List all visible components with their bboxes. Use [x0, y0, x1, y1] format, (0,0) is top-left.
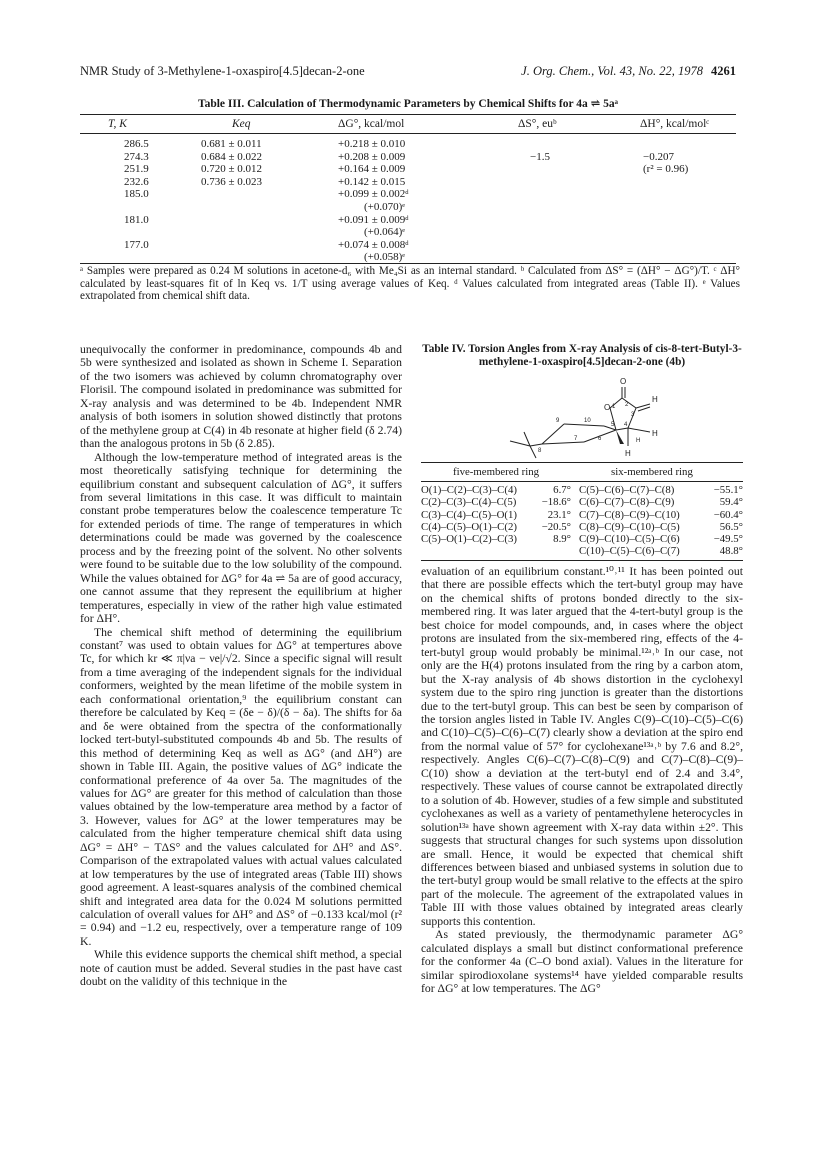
table3-cell-dg: +0.099 ± 0.002ᵈ [338, 188, 409, 201]
atom-number-9: 9 [556, 418, 560, 424]
table4-subhead-five: five-membered ring [453, 466, 540, 478]
table3-cell-dg: (+0.064)ᵉ [364, 226, 406, 239]
table4-cell-b: C(6)–C(7)–C(8)–C(9) [579, 496, 675, 509]
table3-cell-t: 181.0 [124, 213, 149, 226]
atom-label-o-ring: O [604, 403, 611, 412]
table4-subhead-six: six-membered ring [611, 466, 693, 478]
table4-caption: Table IV. Torsion Angles from X-ray Analysis of cis-8-tert-Butyl-3-methylene-1-oxaspiro[4.5]decan-2-one (4b) [422, 343, 742, 368]
table4-cell-b: C(8)–C(9)–C(10)–C(5) [579, 520, 680, 533]
table3-body [80, 138, 736, 264]
atom-label-h4: H [625, 449, 631, 458]
table3-cell-dg: (+0.058)ᵉ [364, 251, 406, 264]
right-column-text [421, 565, 743, 996]
paragraph: While this evidence supports the chemical shift method, a special note of caution must be added. Several studies in the past have cast doubt on the validity of this technique in the [80, 948, 402, 989]
atom-number-7: 7 [574, 436, 578, 442]
table3-cell-t: 274.3 [124, 150, 149, 163]
table4-cell-bv: 59.4° [719, 496, 743, 509]
paragraph: Although the low-temperature method of integrated areas is the most theoretically satisfying technique for determining the equilibrium constant and subsequent calculation of ΔG°, it suffers from several limitations in this case. It was difficult to maintain constant probe temperatures below the coalescence temperature Tc for extended periods of time. The range of temperatures in which determinations could be made was governed by the coalescence process and by the freezing point of the solvent. No other solvents were found to be suitable due to the low solubility of the compound. While the values obtained for ΔG° for 4a ⇌ 5a are of good accuracy, one cannot assume that they represent the equilibrium at higher temperatures, especially in view of the rather high value estimated for ΔH°. [80, 450, 402, 626]
table4-cell-bv: 48.8° [719, 545, 743, 558]
table4-cell-av: 23.1° [547, 508, 571, 521]
atom-labels [538, 377, 658, 458]
table4-cell-a: O(1)–C(2)–C(3)–C(4) [421, 484, 517, 496]
table3-cell-dg: (+0.070)ᵉ [364, 200, 406, 213]
table4-cell-bv: −49.5° [713, 533, 743, 546]
table4-subheads [421, 466, 743, 480]
atom-label-o-carbonyl: O [620, 377, 627, 386]
table3-cell-keq: 0.681 ± 0.011 [201, 138, 262, 150]
table3-cell-keq: 0.720 ± 0.012 [201, 163, 263, 176]
table3-cell-t: 185.0 [124, 188, 149, 201]
table3-top-rule [80, 114, 736, 115]
table3-cell-keq: 0.684 ± 0.022 [201, 150, 263, 163]
table4-cell-av: 8.9° [553, 533, 571, 546]
paragraph: As stated previously, the thermodynamic parameter ΔG° calculated displays a small but distinct conformational preference for the conformer 4a (C–O bond axial). Values in the literature for similar spirodioxolane systems¹⁴ have yielded comparable results for ΔG° at low temperatures. The ΔG° [421, 928, 743, 996]
table3-col-t: T, K [108, 118, 127, 130]
table3-head-rule [80, 133, 736, 134]
wedge-bond [616, 430, 624, 444]
table3-cell-dg: +0.142 ± 0.015 [338, 175, 406, 188]
table4-row [421, 509, 743, 521]
table3-col-dg: ΔG°, kcal/mol [338, 118, 405, 130]
atom-number-3: 3 [631, 412, 635, 418]
table3-cell-t: 232.6 [124, 175, 149, 188]
running-header-title: NMR Study of 3-Methylene-1-oxaspiro[4.5]decan-2-one [80, 64, 365, 78]
table3-col-dh: ΔH°, kcal/molᶜ [640, 118, 710, 130]
table4-cell-a: C(5)–O(1)–C(2)–C(3) [421, 533, 517, 546]
table3-row [80, 151, 736, 164]
table3-cell-t: 177.0 [124, 238, 149, 251]
table3-bottom-rule [80, 263, 736, 264]
atom-number-6: 6 [598, 436, 602, 442]
table4-top-rule [421, 462, 743, 463]
table4-cell-bv: −55.1° [713, 484, 743, 496]
table4-row [421, 484, 743, 496]
table3-cell-dg: +0.074 ± 0.008ᵈ [338, 238, 409, 251]
journal-citation: J. Org. Chem., Vol. 43, No. 22, 1978 [521, 64, 703, 78]
table3-cell-t: 251.9 [124, 163, 149, 176]
atom-label-h2: H [652, 429, 658, 438]
molecule-structure-figure [500, 377, 730, 464]
table3-row [80, 188, 736, 201]
paragraph: unequivocally the conformer in predominance, compounds 4b and 5b were synthesized and isolated as shown in Scheme I. Separation of the two isomers was achieved by column chromatography over Florisil. The compound isolated in predominance was submitted for X-ray analysis and was determined to be 4b. Independent NMR analysis of both isomers in solution showed distinctly that protons of the methylene group at C(4) in 4b resonate at higher field (δ 2.74) than the analogous protons in 5b (δ 2.85). [80, 343, 402, 451]
atom-label-h3: H [636, 438, 641, 444]
table4-cell-bv: −60.4° [713, 508, 743, 521]
table4-cell-b: C(10)–C(5)–C(6)–C(7) [579, 545, 680, 558]
left-column-text [80, 343, 402, 989]
paragraph: evaluation of an equilibrium constant.¹⁰˒¹¹ It has been pointed out that there are possible effects which the tert-butyl group may have on the chemical shifts of protons bonded directly to the six-membered ring. It was later argued that the 4-tert-butyl group is the best choice for model compounds, and, in cases where the object protons are insulated from the six-membered ring, effects of the 4-tert-butyl group would probably be minimal.¹²ᵃ˒ᵇ In our case, not only are the H(4) protons insulated from the ring by a carbon atom, but the X-ray analysis of 4b shows distortion in the cyclohexyl system due to the spiro ring junction is greater than the distortions due to the tert-butyl group. This can best be seen by comparison of the torsion angles listed in Table IV. Angles C(9)–C(10)–C(5)–C(6) and C(10)–C(5)–C(6)–C(7) clearly show a deviation at the spiro end from the normal value of 57° for cyclohexane¹³ᵃ˒ᵇ by 7.6 and 8.2°, respectively. Angles C(6)–C(7)–C(8)–C(9) and C(7)–C(8)–C(9)–C(10) show a deviation at the tert-butyl end of 2.4 and 3.4°, respectively. These values of course cannot be extrapolated directly to a solution of 4b. However, studies of a few simple and substituted cyclohexanes as well as a variety of pentamethylene heterocycles in solution¹³ᵃ have shown agreement with X-ray data within ±2°. This suggests that structural changes for such systems upon dissolution are small. Hence, it would be expected that chemical shift differences between biased and unbiased systems in solution due to the tert-butyl group would be small relative to the effects at the spiro part of the molecule. The agreement of the extrapolated values in Table III with those values obtained by integrated areas clearly supports this contention. [421, 565, 743, 928]
table4-cell-b: C(7)–C(8)–C(9)–C(10) [579, 508, 680, 521]
table3-row [80, 239, 736, 252]
table3-caption: Table III. Calculation of Thermodynamic Parameters by Chemical Shifts for 4a ⇌ 5aᵃ [197, 98, 619, 110]
atom-number-1: 1 [612, 404, 616, 410]
paragraph: The chemical shift method of determining the equilibrium constant⁷ was used to obtain values for ΔG° at tempertures above Tc, for which kr ≪ π|νa − νe|/√2. Since a specific signal will result from a time averaging of the independent signals for the individual conformers, weighted by the mean lifetime of the mobile system in each conformational orientation,⁹ the equilibrium constant can therefore be calculated by Keq = (δe − δ)/(δ − δa). The shifts for δa and δe were obtained from the spectra of the conformationally locked tert-butyl-substituted compounds 4b and 5b. The results of this method of determining Keq as well as ΔG° (and ΔH°) are shown in Table III. Again, the positive values of ΔG° indicate the conformational preference of 4a over 5a. The magnitudes of the values for ΔG° are greater for this method of calculation than those values obtained by the low-temperature area method by a factor of 3. However, values for ΔG° at the lower temperatures may be calculated from the higher temperature chemical shift data using ΔG° = ΔH° − TΔS° and the values calculated for ΔH° and ΔS°. Comparison of the extrapolated values with actual values calculated at low temperatures by the use of integrated areas (Table III) shows good agreement. A least-squares analysis of the combined chemical shift and integrated area data for the 0.024 M solutions permitted calculation of overall values for ΔH° and ΔS° of −0.133 kcal/mol (r² = 0.94) and −1.2 eu, respectively, over a temperature range of 109 K. [80, 625, 402, 948]
table3-col-keq: Keq [232, 118, 251, 130]
table3-cell-dg: +0.091 ± 0.009ᵈ [338, 213, 409, 226]
table3-cell-dg: +0.208 ± 0.009 [338, 150, 406, 163]
table4-row [421, 533, 743, 545]
table3-row [80, 201, 736, 214]
table4-cell-a: C(2)–C(3)–C(4)–C(5) [421, 496, 517, 509]
table4-head-rule [421, 481, 743, 482]
table4-cell-a: C(3)–C(4)–C(5)–O(1) [421, 508, 517, 521]
atom-number-4: 4 [624, 422, 628, 428]
atom-number-2: 2 [625, 402, 629, 408]
table3-footnotes: ᵃ Samples were prepared as 0.24 M solutions in acetone-d₆ with Me₄Si as an internal standard. ᵇ Calculated from ΔS° = (ΔH° − ΔG°)/T. ᶜ ΔH° calculated by least-squares fit of ln Keq vs. 1/T using average values of Keq. ᵈ Values calculated from integrated areas (Table II). ᵉ Values extrapolated from chemical shift data. [80, 265, 740, 302]
table3-row [80, 176, 736, 189]
table4-cell-bv: 56.5° [719, 520, 743, 533]
atom-number-8: 8 [538, 448, 542, 454]
table3-cell-keq: 0.736 ± 0.023 [201, 175, 263, 188]
table3-cell-dg: +0.218 ± 0.010 [338, 138, 406, 150]
table4-cell-av: 6.7° [553, 484, 571, 496]
table4 [421, 466, 743, 558]
table4-cell-av: −20.5° [541, 520, 571, 533]
table3-row [80, 163, 736, 176]
table4-cell-b: C(5)–C(6)–C(7)–C(8) [579, 484, 675, 496]
table4-body [421, 484, 743, 558]
atom-number-5: 5 [611, 422, 615, 428]
table4-row [421, 496, 743, 508]
table4-cell-b: C(9)–C(10)–C(5)–C(6) [579, 533, 680, 546]
table3-cell-dh: (r² = 0.96) [643, 163, 689, 176]
table3-row [80, 214, 736, 227]
table3-cell-dg: +0.164 ± 0.009 [338, 163, 406, 176]
table3-cell-ds: −1.5 [530, 150, 550, 163]
table4-row [421, 521, 743, 533]
table4-row [421, 545, 743, 557]
table3-cell-t: 286.5 [124, 138, 149, 150]
table3-row [80, 226, 736, 239]
table3-cell-dh: −0.207 [643, 150, 674, 163]
table4-bottom-rule [421, 560, 743, 561]
table3-row [80, 138, 736, 151]
table4-cell-av: −18.6° [541, 496, 571, 509]
molecule-bonds [510, 387, 650, 458]
page-number: 4261 [711, 64, 736, 78]
table3-col-ds: ΔS°, euᵇ [518, 118, 557, 130]
atom-label-h1: H [652, 395, 658, 404]
atom-number-10: 10 [584, 418, 591, 424]
table4-cell-a: C(4)–C(5)–O(1)–C(2) [421, 520, 517, 533]
running-header-journal [521, 64, 736, 79]
